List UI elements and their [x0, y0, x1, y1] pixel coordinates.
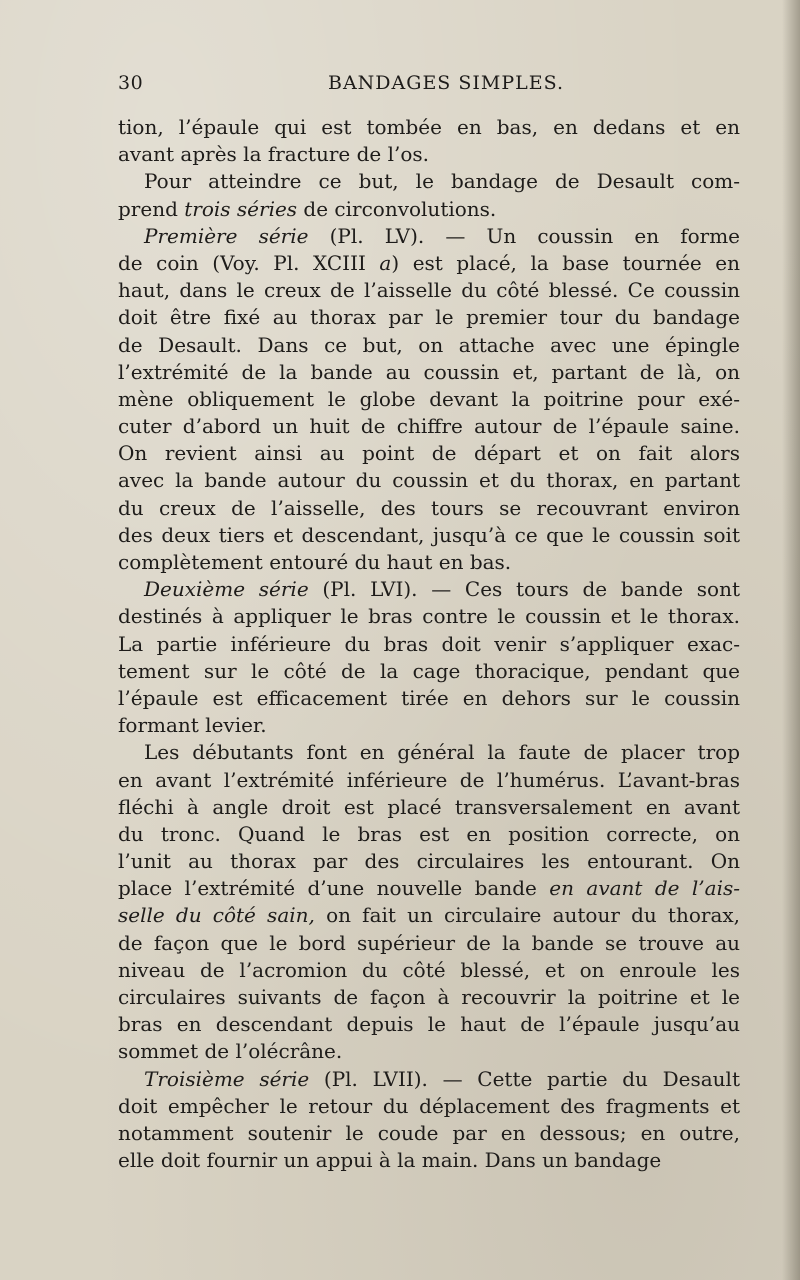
- text-segment: en avant l’extrémité inférieure de l’humérus. L’avant-bras: [118, 767, 740, 792]
- text-line: [118, 332, 740, 359]
- text-segment: place l’extrémité d’une nouvelle bande: [118, 876, 550, 901]
- text-line: [118, 250, 740, 277]
- italic-text: a: [379, 250, 392, 275]
- text-line: [118, 576, 740, 603]
- text-segment: l’épaule est efficacement tirée en dehors sur le coussin: [118, 685, 740, 710]
- italic-text: Deuxième série: [144, 577, 309, 602]
- text-segment: de coin (Voy. Pl. XCIII: [118, 250, 380, 275]
- text-segment: des deux tiers et descendant, jusqu’à ce que le coussin soit: [118, 522, 740, 547]
- text-line: [118, 114, 740, 141]
- text-segment: cuter d’abord un huit de chiffre autour de l’épaule saine.: [118, 414, 740, 439]
- text-line: [118, 1120, 740, 1147]
- text-line: [118, 902, 740, 929]
- text-line: [118, 712, 740, 739]
- text-segment: On revient ainsi au point de départ et on fait alors: [118, 441, 740, 466]
- text-segment: sommet de l’olécrâne.: [118, 1039, 343, 1064]
- text-line: [118, 821, 740, 848]
- text-segment: tion, l’épaule qui est tombée en bas, en dedans et en: [118, 115, 740, 139]
- text-segment: doit empêcher le retour du déplacement des fragments et: [118, 1093, 740, 1118]
- text-segment: (Pl. LV). — Un coussin en forme: [308, 223, 740, 248]
- page-header: [118, 72, 740, 102]
- text-segment: de circonvolutions.: [297, 196, 497, 221]
- text-line: [118, 168, 740, 195]
- text-line: [118, 196, 740, 223]
- text-line: [118, 631, 740, 658]
- italic-text: Troisième série: [144, 1066, 310, 1091]
- text-line: [118, 223, 740, 250]
- text-line: [118, 277, 740, 304]
- text-line: [118, 603, 740, 630]
- text-line: [118, 549, 740, 576]
- text-segment: avant après la fracture de l’os.: [118, 142, 430, 167]
- text-segment: notamment soutenir le coude par en dessous; en outre,: [118, 1120, 740, 1145]
- italic-text: selle du côté sain,: [118, 903, 315, 928]
- text-segment: du creux de l’aisselle, des tours se recouvrant environ: [118, 495, 740, 520]
- text-line: [118, 495, 740, 522]
- text-line: [118, 1066, 740, 1093]
- text-segment: tement sur le côté de la cage thoracique, pendant que: [118, 658, 740, 683]
- running-title: BANDAGES SIMPLES.: [328, 72, 564, 94]
- text-segment: Pour atteindre ce but, le bandage de Desault com-: [144, 169, 740, 194]
- text-line: [118, 467, 740, 494]
- text-segment: du tronc. Quand le bras est en position correcte, on: [118, 821, 740, 846]
- text-segment: prend: [118, 196, 185, 221]
- text-segment: de façon que le bord supérieur de la bande se trouve au: [118, 930, 740, 955]
- text-segment: doit être fixé au thorax par le premier tour du bandage: [118, 305, 740, 330]
- text-line: [118, 957, 740, 984]
- text-segment: on fait un circulaire autour du thorax,: [314, 903, 741, 928]
- text-line: [118, 1011, 740, 1038]
- text-line: [118, 930, 740, 957]
- text-segment: bras en descendant depuis le haut de l’épaule jusqu’au: [118, 1012, 740, 1037]
- text-line: [118, 1038, 740, 1065]
- text-segment: haut, dans le creux de l’aisselle du côté blessé. Ce coussin: [118, 278, 740, 303]
- text-line: [118, 875, 740, 902]
- text-segment: ) est placé, la base tournée en: [391, 250, 740, 275]
- text-segment: l’unit au thorax par des circulaires les entourant. On: [118, 849, 740, 874]
- text-segment: elle doit fournir un appui à la main. Dans un bandage: [118, 1148, 662, 1173]
- text-line: [118, 767, 740, 794]
- text-segment: La partie inférieure du bras doit venir s’appliquer exac-: [118, 631, 740, 656]
- text-line: [118, 440, 740, 467]
- text-segment: de Desault. Dans ce but, on attache avec une épingle: [118, 332, 740, 357]
- text-segment: avec la bande autour du coussin et du thorax, en partant: [118, 468, 740, 493]
- text-line: [118, 304, 740, 331]
- text-segment: (Pl. LVII). — Cette partie du Desault: [309, 1066, 740, 1091]
- text-segment: l’extrémité de la bande au coussin et, partant de là, on: [118, 359, 740, 384]
- text-line: [118, 386, 740, 413]
- text-segment: complètement entouré du haut en bas.: [118, 550, 512, 574]
- text-segment: destinés à appliquer le bras contre le coussin et le thorax.: [118, 604, 740, 629]
- text-segment: niveau de l’acromion du côté blessé, et on enroule les: [118, 957, 740, 982]
- text-line: [118, 984, 740, 1011]
- text-segment: fléchi à angle droit est placé transversalement en avant: [118, 794, 740, 819]
- text-line: [118, 794, 740, 821]
- text-line: [118, 1093, 740, 1120]
- text-segment: circulaires suivants de façon à recouvrir la poitrine et le: [118, 985, 740, 1009]
- text-line: [118, 141, 740, 168]
- text-line: [118, 685, 740, 712]
- text-line: [118, 413, 740, 440]
- text-segment: (Pl. LVI). — Ces tours de bande sont: [308, 577, 740, 602]
- text-line: [118, 1147, 740, 1174]
- body-text: [118, 114, 740, 1174]
- italic-text: trois séries: [184, 196, 298, 221]
- text-line: [118, 739, 740, 766]
- page-edge-shadow: [782, 0, 800, 1280]
- text-segment: formant levier.: [118, 713, 267, 738]
- text-line: [118, 658, 740, 685]
- text-segment: Les débutants font en général la faute de placer trop: [144, 740, 740, 765]
- text-line: [118, 359, 740, 386]
- italic-text: en avant de l’ais-: [549, 876, 740, 901]
- text-segment: mène obliquement le globe devant la poitrine pour exé-: [118, 386, 740, 411]
- text-line: [118, 848, 740, 875]
- text-line: [118, 522, 740, 549]
- italic-text: Première série: [144, 223, 309, 248]
- page-number: 30: [118, 72, 144, 94]
